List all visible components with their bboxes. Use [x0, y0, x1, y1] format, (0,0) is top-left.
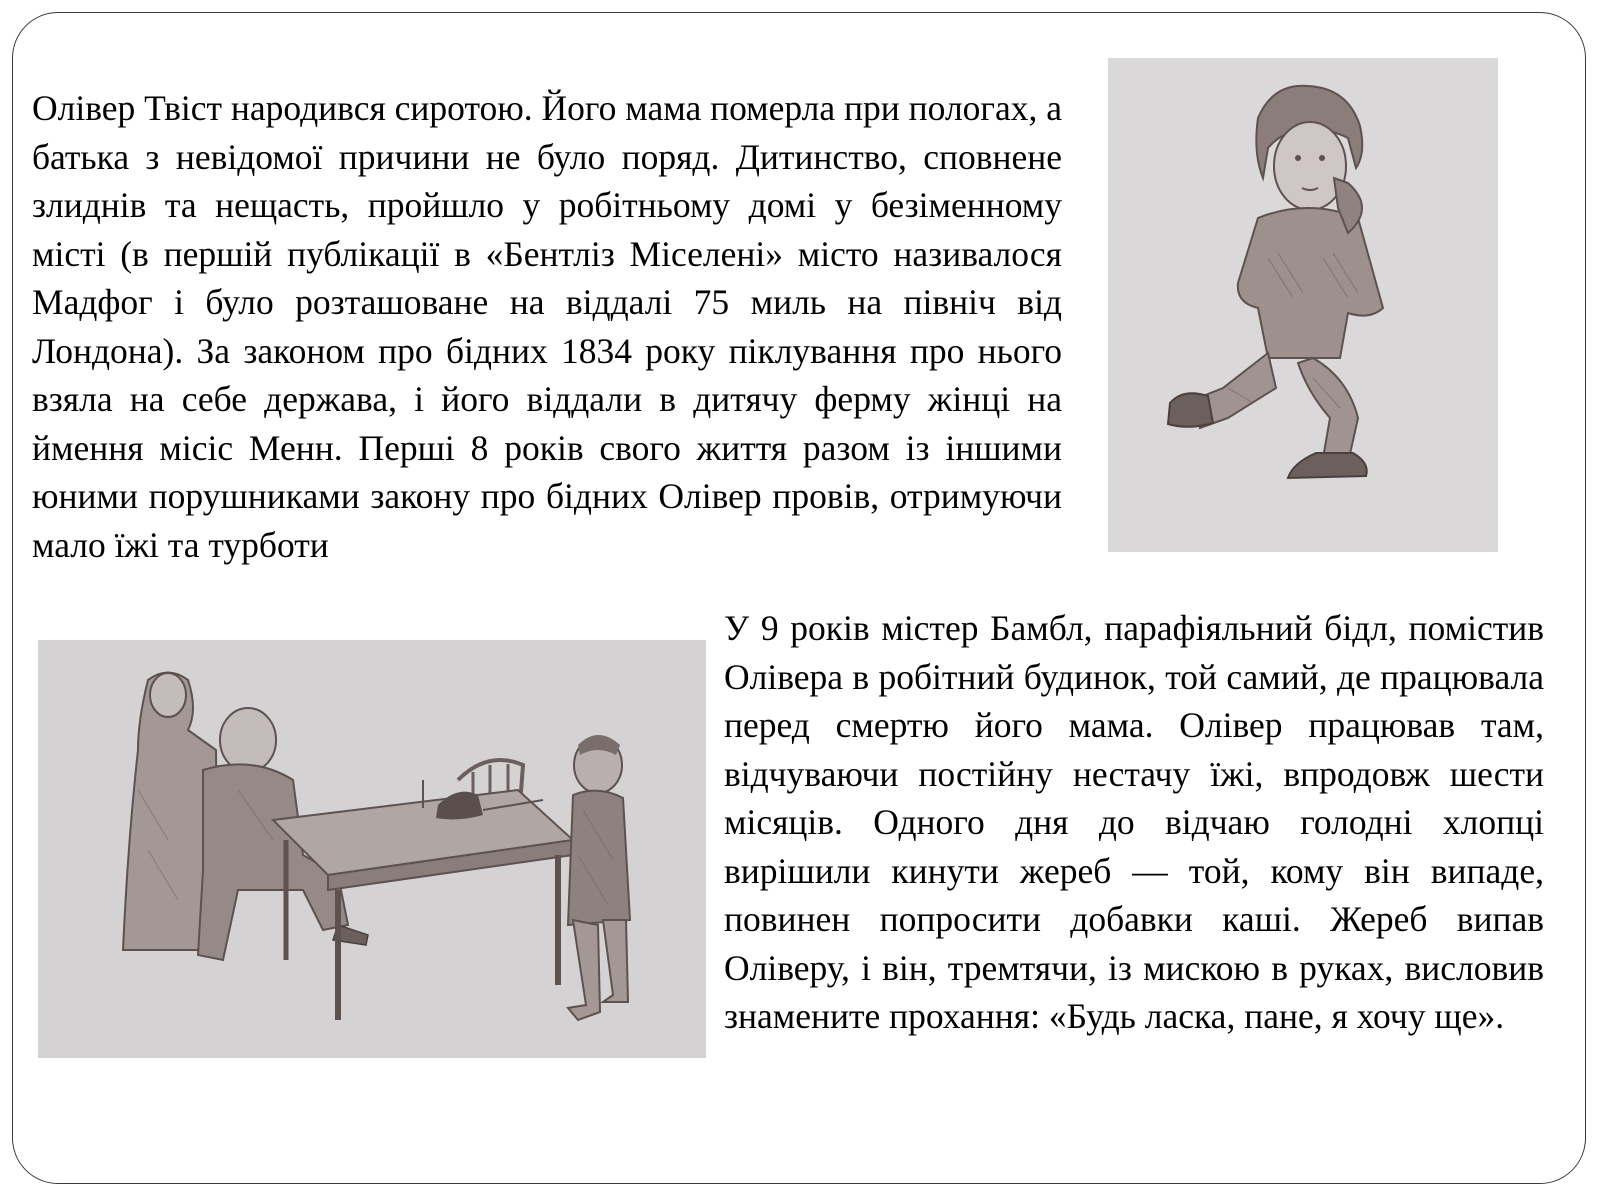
paragraph-workhouse-request: У 9 років містер Бамбл, парафіяльний бідл, помістив Олівера в робітний будинок, той самий, де працювала перед смертю його мама. Олівер працював там, відчуваючи постійну нестачу їжі, впродовж шести місяців. Одного дня до відчаю голодні хлопці вирішили кинути жереб — той, кому він випаде, повинен попросити добавки каші. Жереб випав Оліверу, і він, тремтячи, із мискою в руках, висловив знамените прохання: «Будь ласка, пане, я хочу ще». [724, 608, 1544, 1036]
illustration-oliver-sitting [1108, 58, 1498, 552]
workhouse-table-sketch [38, 640, 706, 1058]
illustration-workhouse-table [38, 640, 706, 1058]
oliver-sitting-sketch [1108, 58, 1498, 552]
paragraph-oliver-childhood: Олівер Твіст народився сиротою. Його мама померла при пологах, а батька з невідомої причини не було поряд. Дитинство, сповнене злиднів та нещасть, пройшло у робітньому домі у безіменному місті (в першій публікації в «Бентліз Міселені» місто називалося Мадфог і було розташоване на віддалі 75 миль на північ від Лондона). За законом про бідних 1834 року піклування про нього взяла на себе держава, і його віддали в дитячу ферму жінці на ймення місіс Менн. Перші 8 років свого життя разом із іншими юними порушниками закону про бідних Олівер провів, отримуючи мало їжі та турботи [32, 88, 1062, 565]
